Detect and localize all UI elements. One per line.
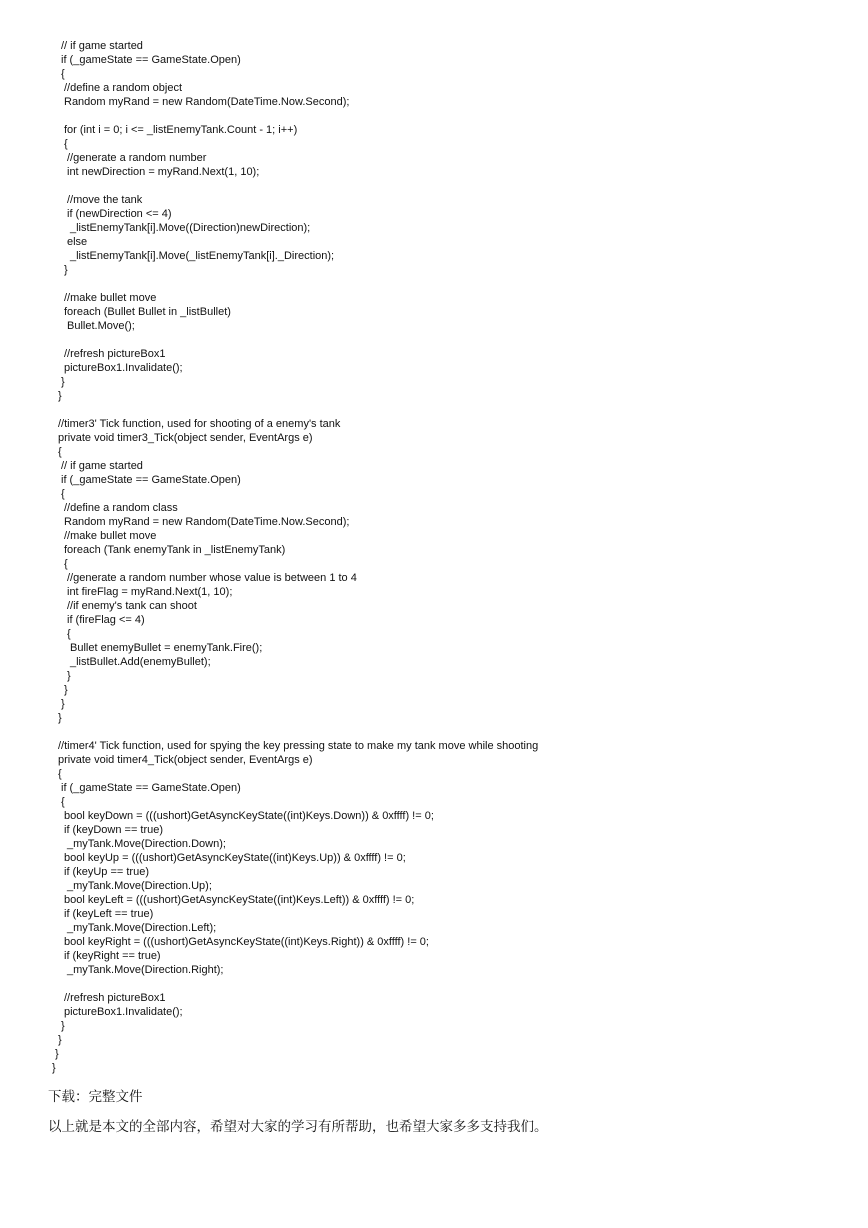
code-line: for (int i = 0; i <= _listEnemyTank.Count - 1; i++) [64,124,298,136]
code-line: _listBullet.Add(enemyBullet); [70,656,211,668]
code-line: _listEnemyTank[i].Move(_listEnemyTank[i]._Direction); [70,250,335,262]
code-line: if (keyUp == true) [64,866,149,878]
code-line: bool keyRight = (((ushort)GetAsyncKeyState((int)Keys.Right)) & 0xffff) != 0; [64,936,429,948]
code-line: } [61,1020,65,1032]
code-line: //define a random object [64,82,183,94]
code-line: //make bullet move [64,292,157,304]
code-line: pictureBox1.Invalidate(); [64,362,183,374]
code-line: //if enemy's tank can shoot [67,600,197,612]
code-line: bool keyUp = (((ushort)GetAsyncKeyState((int)Keys.Up)) & 0xffff) != 0; [64,852,406,864]
code-line: Random myRand = new Random(DateTime.Now.Second); [64,96,350,108]
code-line: //generate a random number [67,152,207,164]
code-line: } [58,1034,62,1046]
code-line: } [67,670,71,682]
code-line: { [67,628,71,640]
code-line: // if game started [61,460,143,472]
code-line: foreach (Bullet Bullet in _listBullet) [64,306,231,318]
download-link[interactable]: 下载：完整文件 [48,1089,143,1105]
code-line: _myTank.Move(Direction.Up); [67,880,212,892]
closing-paragraph: 以上就是本文的全部内容，希望对大家的学习有所帮助，也希望大家多多支持我们。 [48,1119,548,1135]
code-line: Bullet.Move(); [67,320,135,332]
code-line: foreach (Tank enemyTank in _listEnemyTank) [64,544,286,556]
code-line: int newDirection = myRand.Next(1, 10); [67,166,260,178]
code-line: { [61,68,65,80]
code-line: // if game started [61,40,143,52]
code-line: //make bullet move [64,530,157,542]
code-line: private void timer3_Tick(object sender, EventArgs e) [58,432,313,444]
code-line: if (_gameState == GameState.Open) [61,474,241,486]
code-line: } [61,698,65,710]
code-line: _listEnemyTank[i].Move((Direction)newDirection); [70,222,311,234]
code-line: //refresh pictureBox1 [64,992,166,1004]
code-line: private void timer4_Tick(object sender, EventArgs e) [58,754,313,766]
code-line: if (_gameState == GameState.Open) [61,782,241,794]
code-line: //timer3' Tick function, used for shooting of a enemy's tank [58,418,341,430]
code-line: //move the tank [67,194,143,206]
code-line: //timer4' Tick function, used for spying the key pressing state to make my tank move while shooting [58,740,539,752]
code-line: _myTank.Move(Direction.Down); [67,838,226,850]
code-line: } [55,1048,59,1060]
code-line: Random myRand = new Random(DateTime.Now.Second); [64,516,350,528]
code-line: else [67,236,88,248]
code-line: if (_gameState == GameState.Open) [61,54,241,66]
code-line: } [58,390,62,402]
code-line: } [61,376,65,388]
code-line: { [61,796,65,808]
code-line: { [64,138,68,150]
code-line: if (newDirection <= 4) [67,208,172,220]
code-line: bool keyLeft = (((ushort)GetAsyncKeyState((int)Keys.Left)) & 0xffff) != 0; [64,894,415,906]
code-line: { [64,558,68,570]
code-line: //define a random class [64,502,178,514]
code-line: if (keyRight == true) [64,950,161,962]
code-line: _myTank.Move(Direction.Right); [67,964,224,976]
code-line: if (keyLeft == true) [64,908,154,920]
code-line: pictureBox1.Invalidate(); [64,1006,183,1018]
code-line: if (fireFlag <= 4) [67,614,145,626]
code-line: _myTank.Move(Direction.Left); [67,922,217,934]
code-line: int fireFlag = myRand.Next(1, 10); [67,586,233,598]
code-line: } [52,1062,56,1074]
code-line: if (keyDown == true) [64,824,164,836]
code-line: } [64,264,68,276]
code-line: { [58,446,62,458]
code-line: //generate a random number whose value is between 1 to 4 [67,572,357,584]
code-line: } [58,712,62,724]
code-line: { [58,768,62,780]
code-line: bool keyDown = (((ushort)GetAsyncKeyState((int)Keys.Down)) & 0xffff) != 0; [64,810,434,822]
code-line: Bullet enemyBullet = enemyTank.Fire(); [70,642,263,654]
code-line: { [61,488,65,500]
code-line: //refresh pictureBox1 [64,348,166,360]
code-line: } [64,684,68,696]
